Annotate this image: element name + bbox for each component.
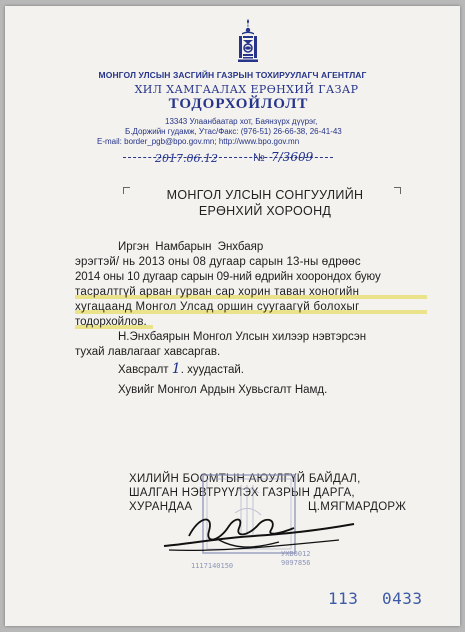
address-line-1: 13343 Улаанбаатар хот, Баянзүрх дүүрэг,: [165, 117, 318, 126]
attachment-note: [118, 361, 244, 377]
reference-number: 7/3609: [271, 150, 314, 164]
registration-code-part-2: 0433: [382, 589, 423, 608]
addressee-line-2: ЕРӨНХИЙ ХОРООНД: [198, 204, 332, 218]
addressee-line-1: МОНГОЛ УЛСЫН СОНГУУЛИЙН: [166, 188, 364, 202]
signatory-name: Ц.МЯГМАРДОРЖ: [308, 501, 407, 513]
body-line-7: Н.Энхбаярын Монгол Улсын хилээр нэвтэрсэн: [118, 331, 367, 343]
address-corner-mark-left: [123, 187, 130, 194]
body-line-4: тасралтгүй арван гурван сар хорин таван хоногийн: [75, 286, 360, 298]
signature-title-line-1: ХИЛИЙН БООМТЫН АЮУЛГҮЙ БАЙДАЛ,: [129, 473, 361, 485]
attachment-prefix: Хавсралт: [118, 364, 169, 376]
slogan: Хувийг Монгол Ардын Хувьсгалт Намд.: [118, 384, 328, 396]
attachment-suffix: . хуудастай.: [180, 364, 244, 376]
body-line-1: Иргэн Намбарын Энхбаяр: [118, 241, 264, 253]
attachment-count: 1: [171, 361, 181, 377]
address-line-2: Б.Доржийн гудамж, Утас/Факс: (976-51) 26-66-38, 26-41-43: [125, 127, 342, 136]
registration-code-part-1: 113: [328, 589, 359, 608]
body-line-2: эрэгтэй/ нь 2013 оны 08 дугаар сарын 13-ны өдрөөс: [75, 256, 361, 268]
signature-rank: ХУРАНДАА: [129, 501, 193, 513]
body-line-6: тодорхойлов.: [75, 316, 147, 328]
soyombo-emblem-icon: [236, 18, 260, 64]
stamp-number-right: 9097856: [281, 559, 311, 567]
stamp-code-right: УХВ0012: [281, 550, 311, 558]
body-line-8: тухай лавлагааг хавсаргав.: [75, 346, 221, 358]
office-name: ХИЛ ХАМГААЛАХ ЕРӨНХИЙ ГАЗАР: [134, 83, 359, 96]
document-type-title: ТОДОРХОЙЛОЛТ: [168, 96, 309, 112]
reference-date: 2017.06.12: [155, 152, 218, 165]
body-line-3: 2014 оны 10 дугаар сарын 09-ний өдрийн хоорондох буюу: [75, 271, 381, 283]
handwritten-signature: [159, 506, 359, 556]
body-line-5: хугацаанд Монгол Улсад оршин суугаагүй болохыг: [75, 301, 360, 313]
agency-name: МОНГОЛ УЛСЫН ЗАСГИЙН ГАЗРЫН ТОХИРУУЛАГЧ АГЕНТЛАГ: [98, 70, 367, 80]
address-line-3: E-mail: border_pgb@bpo.gov.mn; http://www.bpo.gov.mn: [97, 137, 300, 146]
document-page: [5, 6, 460, 626]
signature-title-line-2: ШАЛГАН НЭВТРҮҮЛЭХ ГАЗРЫН ДАРГА,: [129, 487, 355, 499]
stamp-number-left: 1117140150: [191, 562, 234, 570]
reference-number-label: №: [253, 152, 265, 164]
address-corner-mark-right: [394, 187, 401, 194]
